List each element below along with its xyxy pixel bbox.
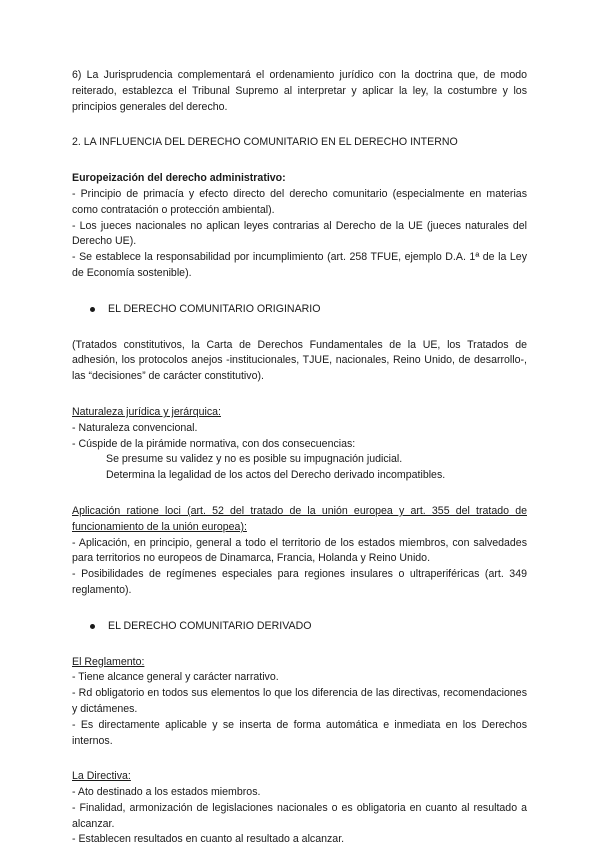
list-item: - Cúspide de la pirámide normativa, con dos consecuencias:	[72, 437, 356, 450]
list-item: - Los jueces nacionales no aplican leyes contrarias al Derecho de la UE (jueces naturales del Derecho UE).	[72, 219, 527, 248]
bullet-icon	[90, 624, 95, 629]
sub-item: Determina la legalidad de los actos del Derecho derivado incompatibles.	[106, 469, 446, 482]
bullet-originario	[72, 302, 527, 318]
list-item: - Aplicación, en principio, general a todo el territorio de los estados miembros, con salvedades para territorios no europeos de Dinamarca, Francia, Holanda y Reino Unido.	[72, 536, 527, 565]
list-item: - Naturaleza convencional.	[72, 421, 198, 434]
reglamento-heading: El Reglamento:	[72, 655, 145, 668]
list-item: - Principio de primacía y efecto directo del derecho comunitario (especialmente en materias como contratación o protección ambiental).	[72, 187, 527, 216]
bullet-label: EL DERECHO COMUNITARIO DERIVADO	[108, 619, 312, 632]
list-item: - Finalidad, armonización de legislaciones nacionales o es obligatoria en cuanto al resultado a alcanzar.	[72, 801, 527, 830]
list-item: - Ato destinado a los estados miembros.	[72, 786, 261, 799]
list-item: - Rd obligatorio en todos sus elementos lo que los diferencia de las directivas, recomendaciones y dictámenes.	[72, 687, 527, 715]
paragraph-originario: (Tratados constitutivos, la Carta de Derechos Fundamentales de la UE, los Tratados de adhesión, los protocolos anejos -institucionales, TJUE, nacionales, Reino Unido, de desarrollo-, las “decisiones” de carácter constitutivo).	[72, 338, 527, 383]
sub-item: Se presume su validez y no es posible su impugnación judicial.	[106, 453, 403, 466]
naturaleza-heading: Naturaleza jurídica y jerárquica:	[72, 405, 221, 418]
aplicacion-heading: Aplicación ratione loci (art. 52 del tratado de la unión europea y art. 355 del tratado de funcionamiento de la unión europea):	[72, 504, 527, 533]
document-page	[72, 68, 527, 848]
bullet-label: EL DERECHO COMUNITARIO ORIGINARIO	[108, 302, 321, 315]
bullet-icon	[90, 307, 95, 312]
directiva-heading: La Directiva:	[72, 770, 131, 783]
list-item: - Tiene alcance general y carácter narrativo.	[72, 671, 279, 684]
list-item: - Es directamente aplicable y se inserta de forma automática e inmediata en los Derechos internos.	[72, 718, 527, 747]
section-title: 2. LA INFLUENCIA DEL DERECHO COMUNITARIO EN EL DERECHO INTERNO	[72, 136, 458, 149]
bullet-derivado	[72, 619, 527, 635]
europeizacion-heading: Europeización del derecho administrativo:	[72, 172, 286, 185]
list-item: - Establecen resultados en cuanto al resultado a alcanzar.	[72, 833, 345, 846]
list-item: - Se establece la responsabilidad por incumplimiento (art. 258 TFUE, ejemplo D.A. 1ª de la Ley de Economía sostenible).	[72, 251, 527, 279]
list-item: - Posibilidades de regímenes especiales para regiones insulares o ultraperiféricas (art. 349 reglamento).	[72, 568, 527, 596]
paragraph-jurisprudencia: 6) La Jurisprudencia complementará el ordenamiento jurídico con la doctrina que, de modo reiterado, establezca el Tribunal Supremo al interpretar y aplicar la ley, la costumbre y los principios generales del derecho.	[72, 69, 527, 113]
